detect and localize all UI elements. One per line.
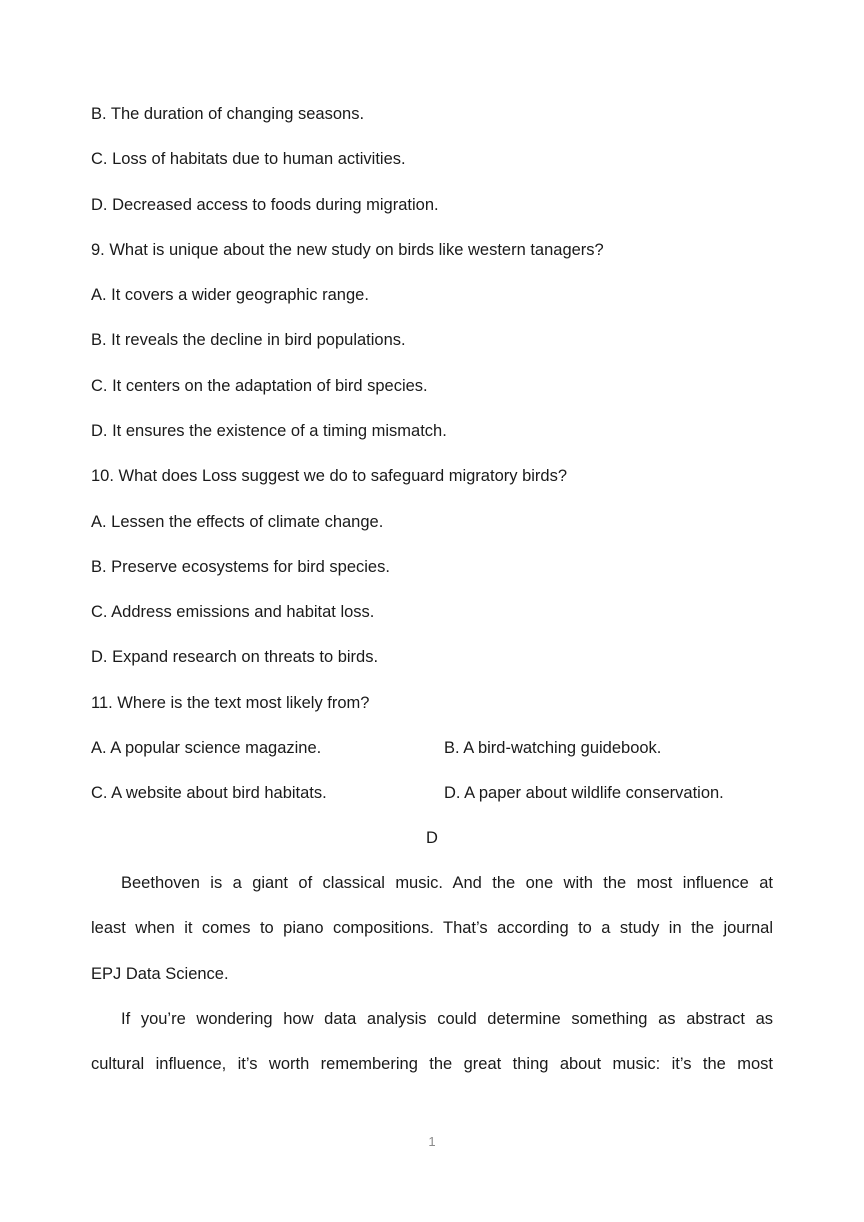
q9-option-b: B. It reveals the decline in bird populations. — [91, 331, 406, 349]
q11-question: 11. Where is the text most likely from? — [91, 694, 370, 712]
q11-option-a: A. A popular science magazine. — [91, 739, 322, 757]
q10-option-b: B. Preserve ecosystems for bird species. — [91, 558, 390, 576]
paragraph-1-line-1: Beethoven is a giant of classical music. And the one with the most influence at — [121, 874, 773, 892]
q10-question: 10. What does Loss suggest we do to safeguard migratory birds? — [91, 467, 568, 485]
q11-option-b: B. A bird-watching guidebook. — [444, 739, 662, 757]
q8-option-d: D. Decreased access to foods during migration. — [91, 196, 439, 214]
q11-option-d: D. A paper about wildlife conservation. — [444, 784, 724, 802]
q10-option-d: D. Expand research on threats to birds. — [91, 648, 379, 666]
q11-option-c: C. A website about bird habitats. — [91, 784, 327, 802]
q8-option-b: B. The duration of changing seasons. — [91, 105, 365, 123]
q9-option-d: D. It ensures the existence of a timing mismatch. — [91, 422, 447, 440]
paragraph-1-line-3: EPJ Data Science. — [91, 965, 229, 983]
paragraph-2-line-2: cultural influence, it’s worth remembering the great thing about music: it’s the most — [91, 1055, 773, 1073]
q9-option-c: C. It centers on the adaptation of bird species. — [91, 377, 428, 395]
paragraph-2-line-1: If you’re wondering how data analysis could determine something as abstract as — [121, 1010, 773, 1028]
q9-question: 9. What is unique about the new study on birds like western tanagers? — [91, 241, 604, 259]
q10-option-c: C. Address emissions and habitat loss. — [91, 603, 375, 621]
q8-option-c: C. Loss of habitats due to human activities. — [91, 150, 406, 168]
q9-option-a: A. It covers a wider geographic range. — [91, 286, 369, 304]
section-heading: D — [426, 829, 438, 847]
page-number: 1 — [428, 1134, 436, 1149]
q10-option-a: A. Lessen the effects of climate change. — [91, 513, 384, 531]
paragraph-1-line-2: least when it comes to piano compositions. That’s according to a study in the journal — [91, 919, 773, 937]
